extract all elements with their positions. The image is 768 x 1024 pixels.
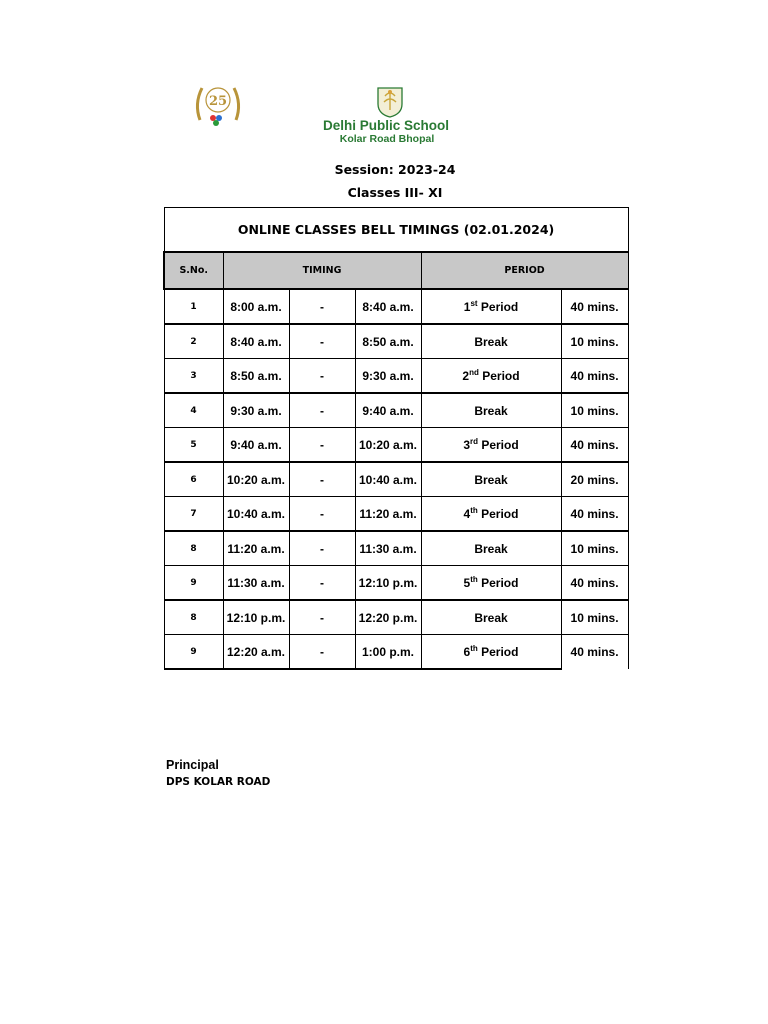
cell-period bbox=[421, 462, 561, 497]
school-short-name: DPS KOLAR ROAD bbox=[166, 776, 271, 788]
period-suffix: rd bbox=[470, 437, 478, 446]
cell-end-time: 8:50 a.m. bbox=[355, 324, 421, 359]
period-number: 6 bbox=[463, 645, 471, 659]
cell-period bbox=[421, 600, 561, 635]
cell-sno: 7 bbox=[164, 497, 223, 532]
cell-start-time: 12:10 p.m. bbox=[223, 600, 289, 635]
cell-duration: 40 mins. bbox=[561, 359, 628, 394]
school-logo bbox=[322, 84, 450, 152]
cell-start-time: 10:40 a.m. bbox=[223, 497, 289, 532]
period-number: Break bbox=[474, 473, 508, 487]
cell-sno: 8 bbox=[164, 531, 223, 566]
cell-sno: 1 bbox=[164, 289, 223, 324]
cell-sno: 5 bbox=[164, 428, 223, 463]
cell-duration: 40 mins. bbox=[561, 428, 628, 463]
cell-period bbox=[421, 359, 561, 394]
cell-period bbox=[421, 428, 561, 463]
cell-duration: 10 mins. bbox=[561, 600, 628, 635]
classes-text: Classes III- XI bbox=[347, 185, 443, 200]
period-suffix: st bbox=[470, 299, 478, 308]
table-row bbox=[164, 497, 628, 532]
cell-separator: - bbox=[289, 566, 355, 601]
cell-duration: 40 mins. bbox=[561, 635, 628, 670]
table-row bbox=[164, 462, 628, 497]
cell-separator: - bbox=[289, 359, 355, 394]
cell-separator: - bbox=[289, 428, 355, 463]
cell-sno: 6 bbox=[164, 462, 223, 497]
cell-end-time: 11:20 a.m. bbox=[355, 497, 421, 532]
table-row bbox=[164, 566, 628, 601]
cell-period bbox=[421, 531, 561, 566]
cell-end-time: 10:40 a.m. bbox=[355, 462, 421, 497]
period-label: Period bbox=[478, 438, 519, 452]
cell-sno: 8 bbox=[164, 600, 223, 635]
table-row bbox=[164, 359, 628, 394]
cell-separator: - bbox=[289, 324, 355, 359]
cell-separator: - bbox=[289, 289, 355, 324]
school-location: Kolar Road Bhopal bbox=[339, 133, 435, 145]
cell-sno: 9 bbox=[164, 635, 223, 670]
cell-start-time: 8:50 a.m. bbox=[223, 359, 289, 394]
cell-separator: - bbox=[289, 531, 355, 566]
anniversary-number: 25 bbox=[208, 94, 228, 109]
period-suffix: nd bbox=[469, 368, 479, 377]
table-row bbox=[164, 600, 628, 635]
cell-end-time: 10:20 a.m. bbox=[355, 428, 421, 463]
cell-end-time: 12:10 p.m. bbox=[355, 566, 421, 601]
period-number: 4 bbox=[463, 507, 471, 521]
period-suffix: th bbox=[470, 575, 478, 584]
cell-separator: - bbox=[289, 393, 355, 428]
period-number: 3 bbox=[463, 438, 470, 452]
table-row bbox=[164, 428, 628, 463]
period-number: Break bbox=[474, 542, 508, 556]
cell-start-time: 9:40 a.m. bbox=[223, 428, 289, 463]
period-label: Period bbox=[477, 576, 519, 590]
cell-start-time: 9:30 a.m. bbox=[223, 393, 289, 428]
period-suffix: th bbox=[470, 506, 478, 515]
cell-duration: 40 mins. bbox=[561, 497, 628, 532]
period-number: Break bbox=[474, 335, 508, 349]
cell-period bbox=[421, 497, 561, 532]
cell-end-time: 12:20 p.m. bbox=[355, 600, 421, 635]
table-title: ONLINE CLASSES BELL TIMINGS (02.01.2024) bbox=[164, 208, 628, 253]
period-number: 1 bbox=[463, 300, 471, 314]
cell-end-time: 8:40 a.m. bbox=[355, 289, 421, 324]
period-label: Period bbox=[477, 645, 519, 659]
cell-start-time: 8:40 a.m. bbox=[223, 324, 289, 359]
table-row bbox=[164, 393, 628, 428]
period-label: Period bbox=[477, 300, 519, 314]
cell-period bbox=[421, 324, 561, 359]
period-label: Period bbox=[477, 507, 519, 521]
period-number: Break bbox=[474, 404, 508, 418]
period-number: 5 bbox=[463, 576, 471, 590]
session-text: Session: 2023-24 bbox=[334, 162, 456, 177]
cell-end-time: 9:40 a.m. bbox=[355, 393, 421, 428]
table-row bbox=[164, 324, 628, 359]
cell-sno: 3 bbox=[164, 359, 223, 394]
table-row bbox=[164, 635, 628, 670]
table-row bbox=[164, 289, 628, 324]
anniversary-logo bbox=[192, 80, 244, 128]
cell-start-time: 11:20 a.m. bbox=[223, 531, 289, 566]
signature-title: Principal bbox=[166, 758, 219, 772]
cell-sno: 4 bbox=[164, 393, 223, 428]
cell-separator: - bbox=[289, 462, 355, 497]
cell-start-time: 10:20 a.m. bbox=[223, 462, 289, 497]
bell-timings-table bbox=[163, 207, 627, 670]
period-suffix: th bbox=[470, 644, 478, 653]
cell-duration: 20 mins. bbox=[561, 462, 628, 497]
cell-sno: 9 bbox=[164, 566, 223, 601]
cell-period bbox=[421, 393, 561, 428]
cell-start-time: 8:00 a.m. bbox=[223, 289, 289, 324]
header-period: PERIOD bbox=[421, 252, 628, 289]
school-name: Delhi Public School bbox=[322, 118, 449, 133]
cell-end-time: 1:00 p.m. bbox=[355, 635, 421, 670]
table-row bbox=[164, 531, 628, 566]
cell-end-time: 9:30 a.m. bbox=[355, 359, 421, 394]
period-number: Break bbox=[474, 611, 508, 625]
header-sno: S.No. bbox=[164, 252, 223, 289]
cell-duration: 10 mins. bbox=[561, 531, 628, 566]
cell-duration: 40 mins. bbox=[561, 566, 628, 601]
cell-separator: - bbox=[289, 497, 355, 532]
cell-start-time: 12:20 a.m. bbox=[223, 635, 289, 670]
header-timing: TIMING bbox=[223, 252, 421, 289]
cell-sno: 2 bbox=[164, 324, 223, 359]
period-number: 2 bbox=[462, 369, 470, 383]
cell-period bbox=[421, 289, 561, 324]
cell-period bbox=[421, 635, 561, 670]
cell-duration: 10 mins. bbox=[561, 324, 628, 359]
cell-start-time: 11:30 a.m. bbox=[223, 566, 289, 601]
cell-separator: - bbox=[289, 635, 355, 670]
period-label: Period bbox=[478, 369, 520, 383]
cell-end-time: 11:30 a.m. bbox=[355, 531, 421, 566]
school-emblem-icon bbox=[375, 84, 405, 118]
cell-period bbox=[421, 566, 561, 601]
cell-duration: 10 mins. bbox=[561, 393, 628, 428]
cell-duration: 40 mins. bbox=[561, 289, 628, 324]
cell-separator: - bbox=[289, 600, 355, 635]
